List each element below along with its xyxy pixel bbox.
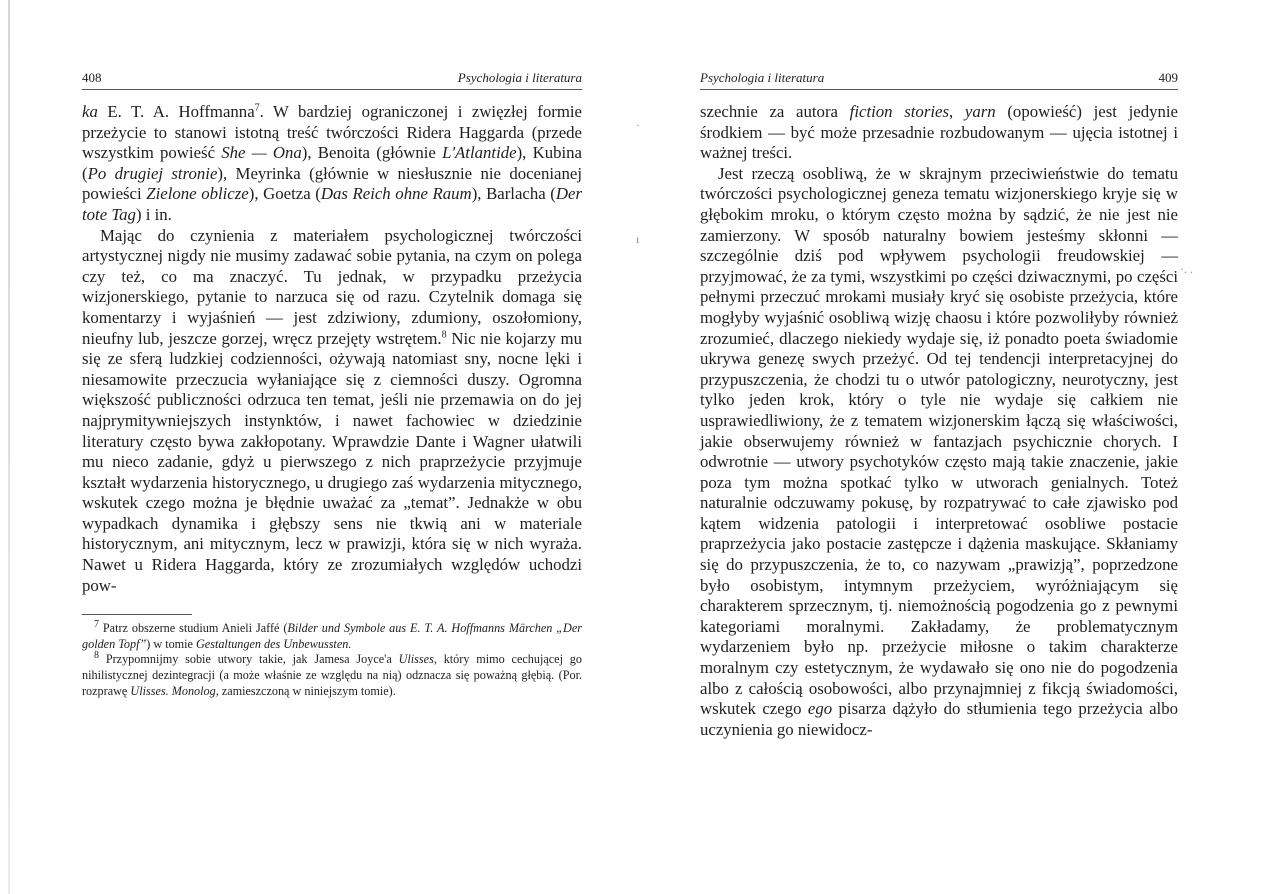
italic-text: Zielone oblicze bbox=[146, 184, 249, 204]
scan-edge bbox=[8, 0, 10, 894]
italic-text: L'Atlantide bbox=[442, 143, 517, 163]
scan-speck: · bbox=[636, 118, 640, 132]
footnote-marker: 8 bbox=[94, 650, 99, 662]
right-body-text bbox=[700, 102, 1178, 740]
italic-text: yarn bbox=[964, 102, 996, 121]
left-page-header bbox=[82, 70, 582, 90]
paragraph: szechnie za autora fiction stories, yarn (opowieść) jest jedynie środkiem — być może przesadnie rozbudowanym — ujęcia istotnej i ważnej treści. bbox=[700, 102, 1178, 163]
italic-text: fiction stories bbox=[849, 102, 949, 121]
italic-text: ka bbox=[82, 102, 98, 121]
left-body-text bbox=[82, 102, 582, 596]
footnote: $^8$ Przypomnijmy sobie utwory takie, jak Jamesa Joyce'a Ulisses, który mimo cechującej go nihilistycznej dezintegracji (a może właśnie ze względu na nią) odznacza się poważną głębią. (Por. rozprawę Ulisses. Monolog, zamieszczoną w niniejszym tomie). bbox=[82, 650, 582, 698]
left-footnotes bbox=[82, 621, 582, 699]
italic-text: Gestaltungen des Unbewussten. bbox=[196, 636, 352, 651]
scan-speck: ı bbox=[636, 232, 640, 246]
footnote-marker: 8 bbox=[441, 328, 447, 340]
right-page-number: 409 bbox=[1158, 70, 1178, 85]
right-page-header bbox=[700, 70, 1178, 90]
paragraph: Mając do czynienia z materiałem psychologicznej twórczości artystycznej nigdy nie musimy zadawać sobie pytania, na czym on polega czy też, co ma znaczyć. Tu jednak, w przypadku przeżycia wizjonerskiego, pytanie to narzuca się od razu. Czytelnik domaga się komentarzy i wyjaśnień — jest zdziwiony, zdumiony, oszołomiony, nieufny lub, jeszcze gorzej, wręcz przejęty wstrętem.$^8$ Nic nie kojarzy mu się ze sferą ludzkiej codzienności, ożywają natomiast sny, nocne lęki i niesamowite przeczucia wyłaniające się z ciemności duszy. Ogromna większość publiczności odrzuca ten temat, jeśli nie przemawia on do jej najprymitywniejszych instynktów, i nawet fachowiec w dziedzinie literatury często bywa zakłopotany. Wprawdzie Dante i Wagner ułatwili mu nieco zadanie, gdyż u pierwszego z nich praprzeżycie przyjmuje kształt wydarzenia historycznego, u drugiego zaś wydarzenia mitycznego, wskutek czego można je błędnie uważać za „temat”. Jednakże w obu wypadkach dynamika i głębszy sens nie tkwią ani w materiale historycznym, ani mitycznym, lecz w prawizji, która się w nich wyraża. Nawet u Ridera Haggarda, który ze zrozumiałych względów uchodzi pow- bbox=[82, 225, 582, 595]
paragraph: Jest rzeczą osobliwą, że w skrajnym przeciwieństwie do tematu twórczości psychologicznej geneza tematu wizjonerskiego kryje się w głębokim mroku, o którym często można by sądzić, że nie jest nie zamierzony. W sposób naturalny bowiem jesteśmy skłonni — szczególnie dziś pod wpływem psychologii freudowskiej — przyjmować, że za tymi, wszystkimi po części dziwacznymi, po części pełnymi przeczuć mrokami musiały kryć się osobiste przeżycia, które mogłyby wyjaśnić osobliwą wizję chaosu i które pozwoliłyby również zrozumieć, dlaczego niekiedy wydaje się, iż ponadto poeta świadomie ukrywa genezę swych przeżyć. Od tej tendencji interpretacyjnej do przypuszczenia, że chodzi tu o utwór patologiczny, neurotyczny, jest tylko jeden krok, który o tyle nie wydaje się całkiem nie usprawiedliwiony, że z tematem wizjonerskim łączą się właściwości, jakie obserwujemy również w fantazjach psychicznie chorych. I odwrotnie — utwory psychotyków często mają takie znaczenie, jakie poza tym można spotkać tylko w utworach genialnych. Toteż naturalnie odczuwamy pokusę, by rozpatrywać to całe zjawisko pod kątem widzenia patologii i interpretować osobliwe postacie praprzeżycia jako postacie zastępcze i dążenia maskujące. Skłaniamy się do przypuszczenia, że to, co nazywam „prawizją”, poprzedzone było osobistym, intymnym przeżyciem, wyróżniającym się charakterem sprzecznym, tj. niemożnością pogodzenia go z pewnymi kategoriami moralnymi. Zakładamy, że problematycznym wydarzeniem było np. przeżycie miłosne o takim charakterze moralnym czy estetycznym, że wydawało się ono nie do pogodzenia albo z całością osobowości, albo przynajmniej z fikcją świadomości, wskutek czego ego pisarza dążyło do stłumienia tego przeżycia albo uczynienia go niewidocz- bbox=[700, 163, 1178, 739]
italic-text: Der tote Tag bbox=[82, 184, 583, 224]
footnote-marker: 7 bbox=[254, 102, 260, 114]
footnote-marker: 7 bbox=[94, 619, 99, 631]
left-running-head: Psychologia i literatura bbox=[457, 70, 582, 85]
scan-speck: ·. . bbox=[1180, 262, 1193, 276]
italic-text: ego bbox=[807, 699, 833, 719]
italic-text: Ulisses. Monolog bbox=[130, 683, 216, 698]
right-running-head: Psychologia i literatura bbox=[700, 70, 825, 85]
footnote-rule bbox=[82, 614, 192, 615]
footnote: $^7$ Patrz obszerne studium Anieli Jaffé (Bilder und Symbole aus E. T. A. Hoffmanns Märchen „Der golden Topf”) w tomie Gestaltungen des Unbewussten. bbox=[82, 619, 583, 651]
left-page bbox=[82, 70, 582, 699]
italic-text: Ulisses bbox=[398, 652, 434, 667]
italic-text: Bilder und Symbole aus E. T. A. Hoffmanns Märchen „Der golden Topf” bbox=[82, 621, 583, 651]
left-page-number: 408 bbox=[82, 70, 102, 85]
italic-text: Po drugiej stronie bbox=[87, 163, 218, 183]
right-page bbox=[700, 70, 1178, 740]
italic-text: She — Ona bbox=[221, 143, 302, 163]
italic-text: Das Reich ohne Raum bbox=[320, 184, 472, 204]
paragraph: ka E. T. A. Hoffmanna$^7$. W bardziej ograniczonej i zwięzłej formie przeżycie to stanowi istotną treść twórczości Ridera Haggarda (przede wszystkim powieść She — Ona), Benoita (głównie L'Atlantide), Kubina (Po drugiej stronie), Meyrinka (głównie w niesłusznie nie docenianej powieści Zielone oblicze), Goetza (Das Reich ohne Raum), Barlacha (Der tote Tag) i in. bbox=[82, 102, 583, 224]
